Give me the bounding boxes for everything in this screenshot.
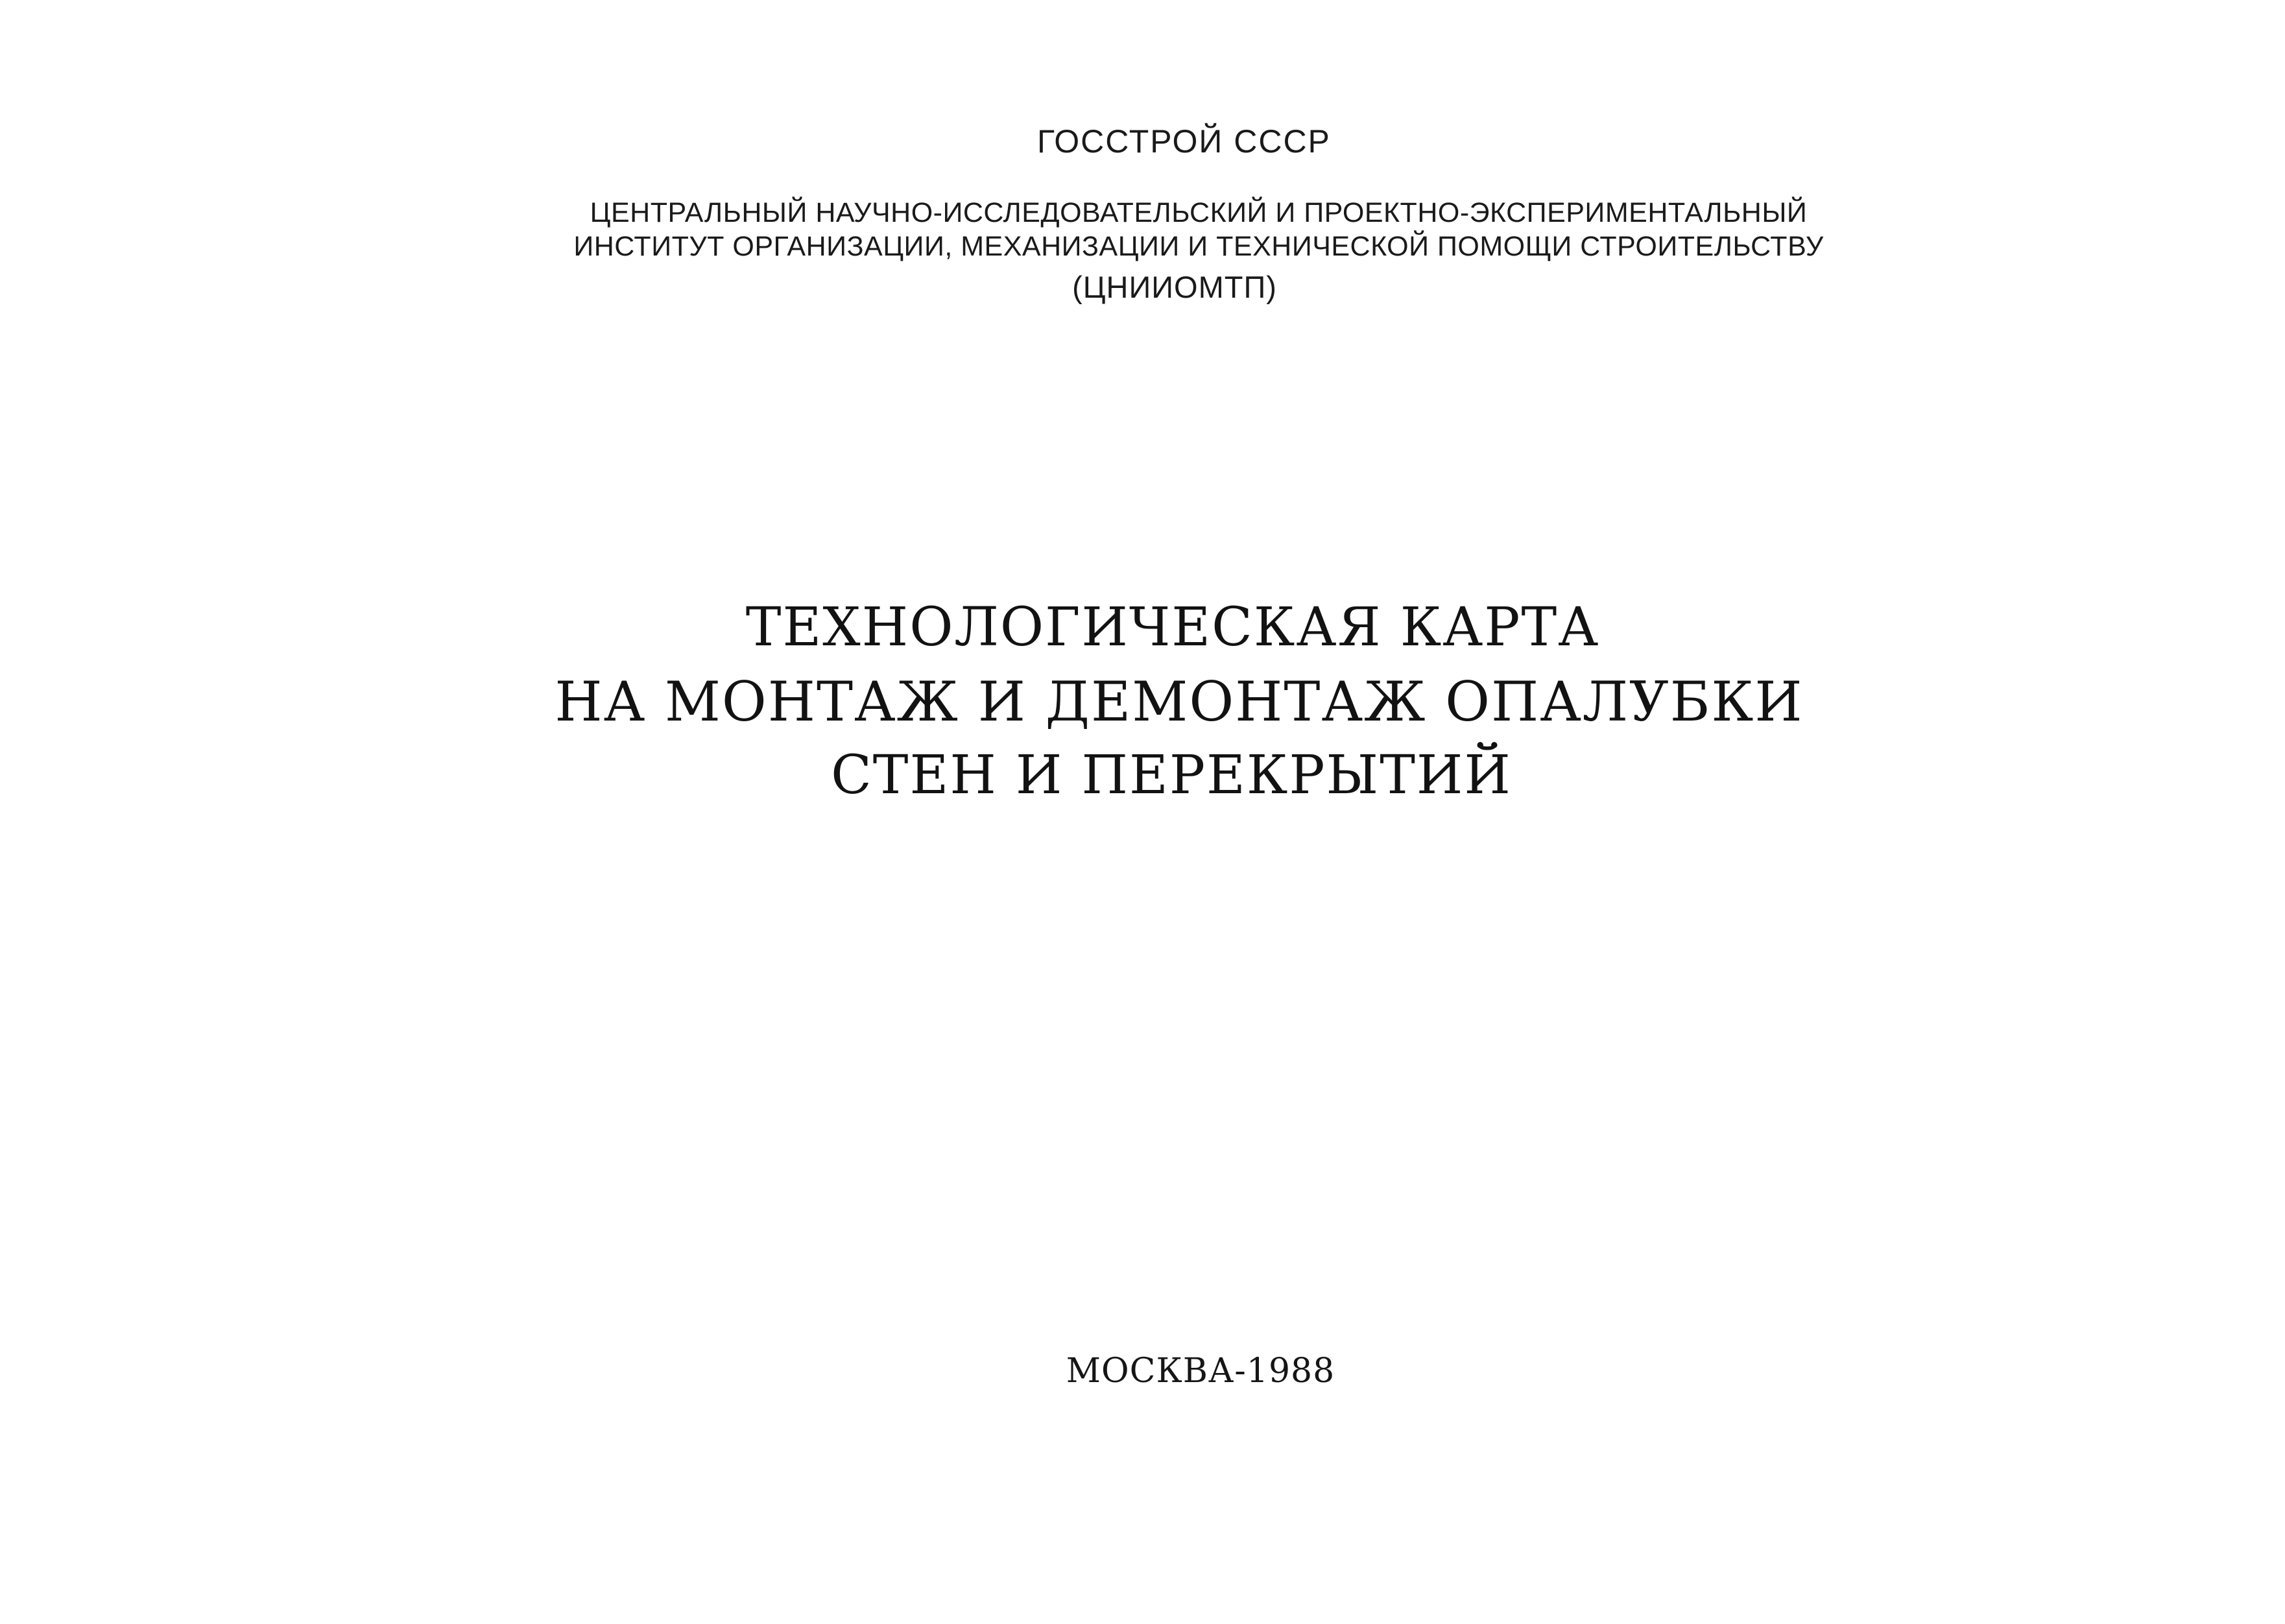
institute-name-line-1-text: ЦЕНТРАЛЬНЫЙ НАУЧНО-ИССЛЕДОВАТЕЛЬСКИЙ И ПРОЕКТНО-ЭКСПЕРИМЕНТАЛЬНЫЙ — [590, 197, 1808, 228]
document-title-line-1-text: ТЕХНОЛОГИЧЕСКАЯ КАРТА — [745, 597, 1600, 658]
institute-abbreviation-text: (ЦНИИОМТП) — [1072, 270, 1277, 304]
document-title-line-2-text: НА МОНТАЖ И ДЕМОНТАЖ ОПАЛУБКИ — [555, 670, 1804, 734]
agency-name — [1037, 122, 1329, 161]
document-title-line-3-text: СТЕН И ПЕРЕКРЫТИЙ — [831, 745, 1512, 806]
agency-name-text: ГОССТРОЙ СССР — [1037, 123, 1331, 160]
institute-name-line-2-text: ИНСТИТУТ ОРГАНИЗАЦИИ, МЕХАНИЗАЦИИ И ТЕХНИЧЕСКОЙ ПОМОЩИ СТРОИТЕЛЬСТВУ — [573, 231, 1824, 262]
publication-place-year-text: МОСКВА-1988 — [1066, 1352, 1335, 1391]
